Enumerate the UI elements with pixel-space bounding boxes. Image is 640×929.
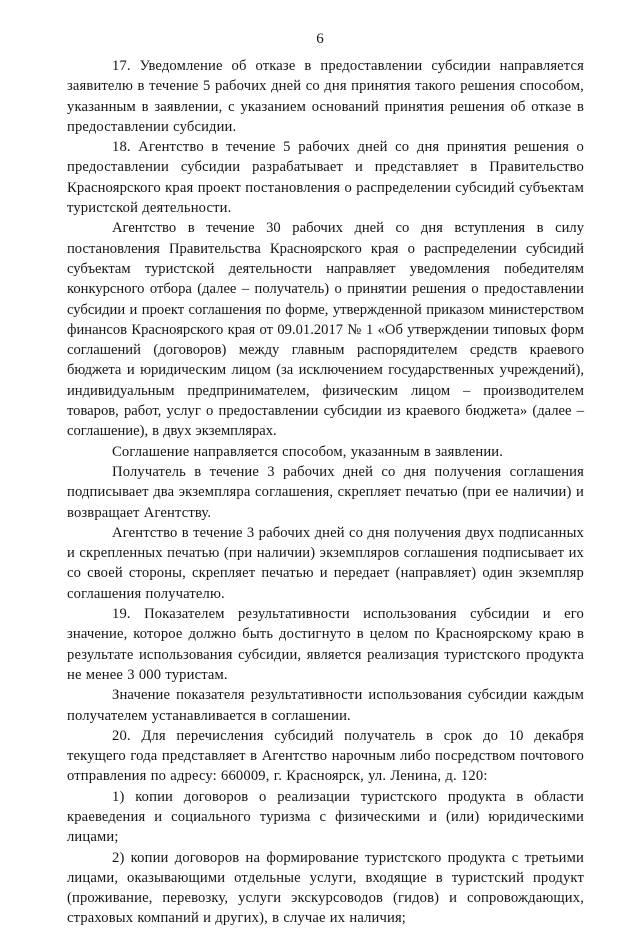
list-item-2-third-party-contracts: 2) копии договоров на формирование туристского продукта с третьими лицами, оказывающими отдельные услуги, входящие в туристский продукт (проживание, перевозку, услуги экскурсоводов (гидов) и сопровождающих, страховых компаний и других), в случае их наличия; (67, 849, 584, 927)
paragraph-19-performance-indicator: 19. Показателем результативности использования субсидии и его значение, которое должно быть достигнуто в целом по Красноярскому краю в результате использования субсидии, является реализация туристского продукта не менее 3 000 туристам. (67, 606, 584, 683)
paragraph-17-notice-of-refusal: 17. Уведомление об отказе в предоставлении субсидии направляется заявителю в течение 5 рабочих дней со дня принятия такого решения способом, указанным в заявлении, с указанием оснований принятия решения об отказе в предоставлении субсидии. (67, 58, 584, 135)
paragraph-agreement-delivery: Соглашение направляется способом, указанным в заявлении. (112, 443, 504, 460)
paragraph-18-draft-resolution: 18. Агентство в течение 5 рабочих дней со дня принятия решения о предоставлении субсидии разрабатывает и представляет в Правительство Красноярского края проект постановления о распределении субсидий субъектам туристской деятельности. (67, 139, 584, 217)
list-item-1-tour-contracts: 1) копии договоров о реализации туристского продукта в области краеведения и социального туризма с физическими и (или) юридическими лицами; (67, 788, 584, 846)
paragraph-agency-notifications: Агентство в течение 30 рабочих дней со дня вступления в силу постановления Правительства Красноярского края о распределении субсидий субъектам туристской деятельности направляет уведомления победителям конкурсного отбора (далее – получатель) о принятии решения о предоставлении субсидии и проект соглашения по форме, утвержденной приказом министерством финансов Красноярского края от 09.01.2017 № 1 «Об утверждении типовых форм соглашений (договоров) между главным распорядителем средств краевого бюджета и юридическим лицом (за исключением государственных учреждений), индивидуальным предпринимателем, физическим лицом – производителем товаров, работ, услуг о предоставлении субсидии из краевого бюджета» (далее – соглашение), в двух экземплярах. (67, 220, 584, 440)
paragraph-recipient-signs: Получатель в течение 3 рабочих дней со дня получения соглашения подписывает два экземпляра соглашения, скрепляет печатью (при ее наличии) и возвращает Агентству. (67, 463, 584, 521)
document-body (67, 56, 584, 929)
page-number: 6 (316, 31, 324, 47)
paragraph-indicator-value: Значение показателя результативности использования субсидии каждым получателем устанавливается в соглашении. (67, 687, 584, 724)
paragraph-agency-signs: Агентство в течение 3 рабочих дней со дня получения двух подписанных и скрепленных печатью (при наличии) экземпляров соглашения подписывает их со своей стороны, скрепляет печатью и передает (направляет) один экземпляр соглашения получателю. (67, 524, 584, 602)
paragraph-20-documents-submission: 20. Для перечисления субсидий получатель в срок до 10 декабря текущего года представляет в Агентство нарочным либо посредством почтового отправления по адресу: 660009, г. Красноярск, ул. Ленина, д. 120: (67, 727, 584, 785)
